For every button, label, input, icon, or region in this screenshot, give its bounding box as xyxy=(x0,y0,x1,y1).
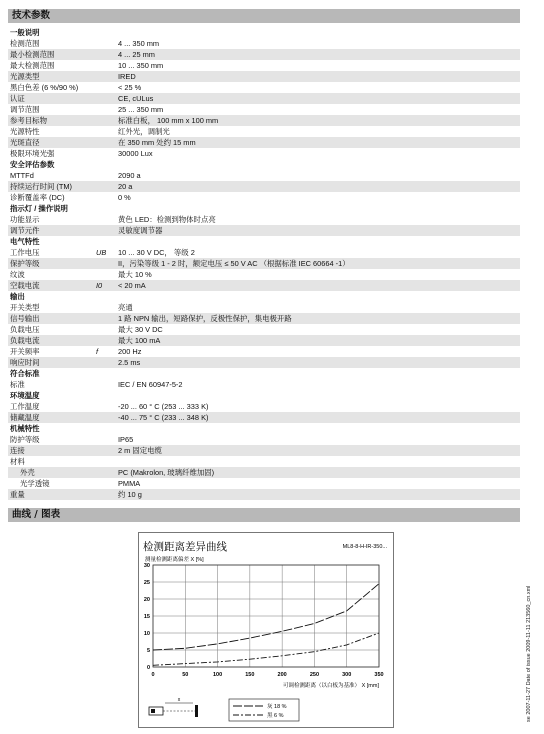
spec-label: 外壳 xyxy=(20,468,35,477)
spec-value: 2.5 ms xyxy=(118,358,141,367)
spec-value: IEC / EN 60947-5-2 xyxy=(118,380,183,389)
spec-symbol: I0 xyxy=(96,281,103,290)
spec-label: 保护等级 xyxy=(10,259,40,268)
distance-symbol: x xyxy=(177,697,181,703)
spec-row xyxy=(8,335,520,346)
spec-label: 纹波 xyxy=(10,270,25,279)
spec-label: 光斑直径 xyxy=(10,138,40,147)
spec-label: 参考目标物 xyxy=(10,116,47,125)
spec-value: 标准白板， 100 mm x 100 mm xyxy=(118,116,219,125)
spec-row xyxy=(8,467,520,478)
spec-value: 25 ... 350 mm xyxy=(118,105,164,114)
spec-group-header xyxy=(8,423,520,434)
spec-value: PC (Makrolon, 玻璃纤维加固) xyxy=(118,468,215,477)
spec-row xyxy=(8,104,520,115)
spec-label: 光源类型 xyxy=(10,72,40,81)
spec-value: 最大 100 mA xyxy=(118,336,161,345)
spec-row xyxy=(8,258,520,269)
spec-value: II，污染等级 1 - 2 时，额定电压 ≤ 50 V AC （根据标准 IEC 60664 -1） xyxy=(118,259,350,268)
spec-value: 20 a xyxy=(118,182,133,191)
spec-label: 调节范围 xyxy=(10,105,40,114)
x-tick-label: 200 xyxy=(277,672,287,678)
y-tick-label: 5 xyxy=(146,648,150,654)
spec-label: 负载电流 xyxy=(10,336,40,345)
chart-panel xyxy=(138,532,394,728)
target-plate xyxy=(195,705,198,717)
spec-value: < 20 mA xyxy=(118,281,146,290)
spec-value: IP65 xyxy=(118,435,134,444)
spec-row xyxy=(8,324,520,335)
spec-group-header xyxy=(8,390,520,401)
spec-row xyxy=(8,192,520,203)
spec-row xyxy=(8,445,520,456)
section-title: 曲线 / 图表 xyxy=(12,509,61,520)
spec-label: 诊断覆盖率 (DC) xyxy=(10,193,65,202)
spec-value: 在 350 mm 处约 15 mm xyxy=(118,138,196,147)
spec-row xyxy=(8,214,520,225)
spec-label: 连接 xyxy=(10,446,25,455)
spec-label: 认证 xyxy=(10,94,25,103)
spec-row xyxy=(8,148,520,159)
spec-value: 亮通 xyxy=(118,303,133,312)
spec-row xyxy=(8,126,520,137)
x-tick-label: 350 xyxy=(374,672,384,678)
spec-row xyxy=(8,456,520,467)
series-line xyxy=(153,584,379,650)
spec-row xyxy=(8,82,520,93)
x-tick-label: 100 xyxy=(212,672,223,678)
spec-symbol: f xyxy=(96,347,99,356)
x-tick-label: 300 xyxy=(342,672,352,678)
legend-label: 灰 18 % xyxy=(267,704,287,710)
spec-value: 约 10 g xyxy=(118,490,142,499)
spec-value: -20 ... 60 ° C (253 ... 333 K) xyxy=(118,402,209,411)
spec-label: 材料 xyxy=(10,457,25,466)
y-tick-label: 15 xyxy=(143,614,150,620)
spec-label: 一般说明 xyxy=(10,28,40,37)
spec-symbol: UB xyxy=(96,248,107,257)
chart-title: 检测距离差异曲线 xyxy=(143,541,227,553)
legend-box xyxy=(229,699,299,721)
spec-label: 最大检测范围 xyxy=(10,61,55,70)
spec-value: 灵敏度调节器 xyxy=(118,226,163,235)
spec-group-header xyxy=(8,203,520,214)
side-note xyxy=(520,562,532,722)
spec-label: 最小检测范围 xyxy=(10,50,55,59)
spec-value: PMMA xyxy=(118,479,141,488)
spec-group-header xyxy=(8,291,520,302)
detection-range-chart xyxy=(139,533,393,727)
spec-row xyxy=(8,170,520,181)
spec-row xyxy=(8,225,520,236)
spec-group-header xyxy=(8,368,520,379)
section-header-specs xyxy=(8,9,520,23)
spec-value: 0 % xyxy=(118,193,131,202)
spec-value: 最大 30 V DC xyxy=(118,325,163,334)
spec-value: -40 ... 75 ° C (233 ... 348 K) xyxy=(118,413,209,422)
spec-value: 2090 a xyxy=(118,171,141,180)
spec-label: 工作电压 xyxy=(10,248,40,257)
spec-row xyxy=(8,412,520,423)
sensor-lens xyxy=(151,709,155,713)
spec-label: 空载电流 xyxy=(10,281,40,290)
spec-label: 光学透镜 xyxy=(20,479,50,488)
spec-value: 红外光，调制光 xyxy=(118,127,170,136)
spec-row xyxy=(8,38,520,49)
spec-group-header xyxy=(8,236,520,247)
spec-value: 10 ... 30 V DC， 等级 2 xyxy=(118,248,195,257)
series-line xyxy=(153,633,379,665)
spec-table xyxy=(8,27,520,500)
y-tick-label: 20 xyxy=(143,597,150,603)
spec-row xyxy=(8,379,520,390)
x-tick-label: 150 xyxy=(245,672,255,678)
spec-label: 工作温度 xyxy=(10,402,40,411)
section-title: 技术参数 xyxy=(12,10,51,21)
y-tick-label: 10 xyxy=(143,631,150,637)
spec-value: CE, cULus xyxy=(118,94,154,103)
spec-row xyxy=(8,60,520,71)
x-tick-label: 0 xyxy=(151,672,155,678)
chart-model: ML8-8-H-IR-350... xyxy=(342,544,387,550)
spec-label: 输出 xyxy=(10,292,25,301)
section-header-curves xyxy=(8,508,520,522)
spec-value: 1 路 NPN 输出，短路保护，反极性保护，集电极开路 xyxy=(118,314,292,323)
spec-row xyxy=(8,302,520,313)
spec-label: 极限环境光强 xyxy=(10,149,55,158)
spec-value: 最大 10 % xyxy=(118,270,152,279)
spec-label: 机械特性 xyxy=(10,424,40,433)
spec-label: 开关频率 xyxy=(10,347,40,356)
spec-row xyxy=(8,247,520,258)
spec-label: 安全评估参数 xyxy=(10,160,55,169)
y-axis-label: 测量检测距离偏差 X [%] xyxy=(145,557,204,563)
spec-group-header xyxy=(8,27,520,38)
spec-row xyxy=(8,181,520,192)
spec-label: 环境温度 xyxy=(10,391,40,400)
spec-row xyxy=(8,115,520,126)
spec-row xyxy=(8,401,520,412)
spec-row xyxy=(8,478,520,489)
spec-value: IRED xyxy=(118,72,136,81)
spec-value: 2 m 固定电缆 xyxy=(118,446,162,455)
spec-label: 负载电压 xyxy=(10,325,40,334)
spec-row xyxy=(8,93,520,104)
spec-row xyxy=(8,489,520,500)
spec-row xyxy=(8,269,520,280)
spec-row xyxy=(8,49,520,60)
y-tick-label: 25 xyxy=(143,580,150,586)
spec-label: 电气特性 xyxy=(10,237,40,246)
legend-label: 黑 6 % xyxy=(267,713,284,719)
spec-value: 4 ... 25 mm xyxy=(118,50,155,59)
spec-row xyxy=(8,357,520,368)
spec-row xyxy=(8,137,520,148)
spec-row xyxy=(8,434,520,445)
spec-label: 功能显示 xyxy=(10,215,40,224)
spec-value: < 25 % xyxy=(118,83,142,92)
spec-row xyxy=(8,280,520,291)
spec-label: 防护等级 xyxy=(10,435,40,444)
spec-label: 标准 xyxy=(10,380,25,389)
spec-label: MTTFd xyxy=(10,171,34,180)
spec-label: 符合标准 xyxy=(10,369,40,378)
x-tick-label: 50 xyxy=(182,672,189,678)
spec-label: 持续运行时间 (TM) xyxy=(10,182,72,191)
spec-row xyxy=(8,346,520,357)
spec-value: 200 Hz xyxy=(118,347,142,356)
spec-value: 30000 Lux xyxy=(118,149,153,158)
y-tick-label: 30 xyxy=(143,563,150,569)
spec-row xyxy=(8,71,520,82)
y-tick-label: 0 xyxy=(146,665,150,671)
spec-label: 信号输出 xyxy=(10,314,40,323)
spec-label: 光源特性 xyxy=(10,127,40,136)
spec-label: 重量 xyxy=(10,490,25,499)
x-tick-label: 250 xyxy=(309,672,320,678)
spec-value: 黄色 LED：检测到物体时点亮 xyxy=(118,215,216,224)
issue-date-text: se 2007-11-27 Date of issue 2009-11-11 213560_cn.xml xyxy=(526,585,532,722)
spec-label: 调节元件 xyxy=(10,226,40,235)
spec-label: 开关类型 xyxy=(10,303,40,312)
x-axis-label: 可调检测距离（以白板为基准） X [mm] xyxy=(283,683,379,689)
spec-label: 储藏温度 xyxy=(10,413,40,422)
spec-label: 响应时间 xyxy=(10,358,40,367)
spec-label: 检测范围 xyxy=(10,39,40,48)
spec-value: 10 ... 350 mm xyxy=(118,61,164,70)
spec-label: 指示灯 / 操作说明 xyxy=(10,204,68,213)
spec-value: 4 ... 350 mm xyxy=(118,39,160,48)
spec-group-header xyxy=(8,159,520,170)
spec-label: 黑白色差 (6 %/90 %) xyxy=(10,83,79,92)
spec-row xyxy=(8,313,520,324)
